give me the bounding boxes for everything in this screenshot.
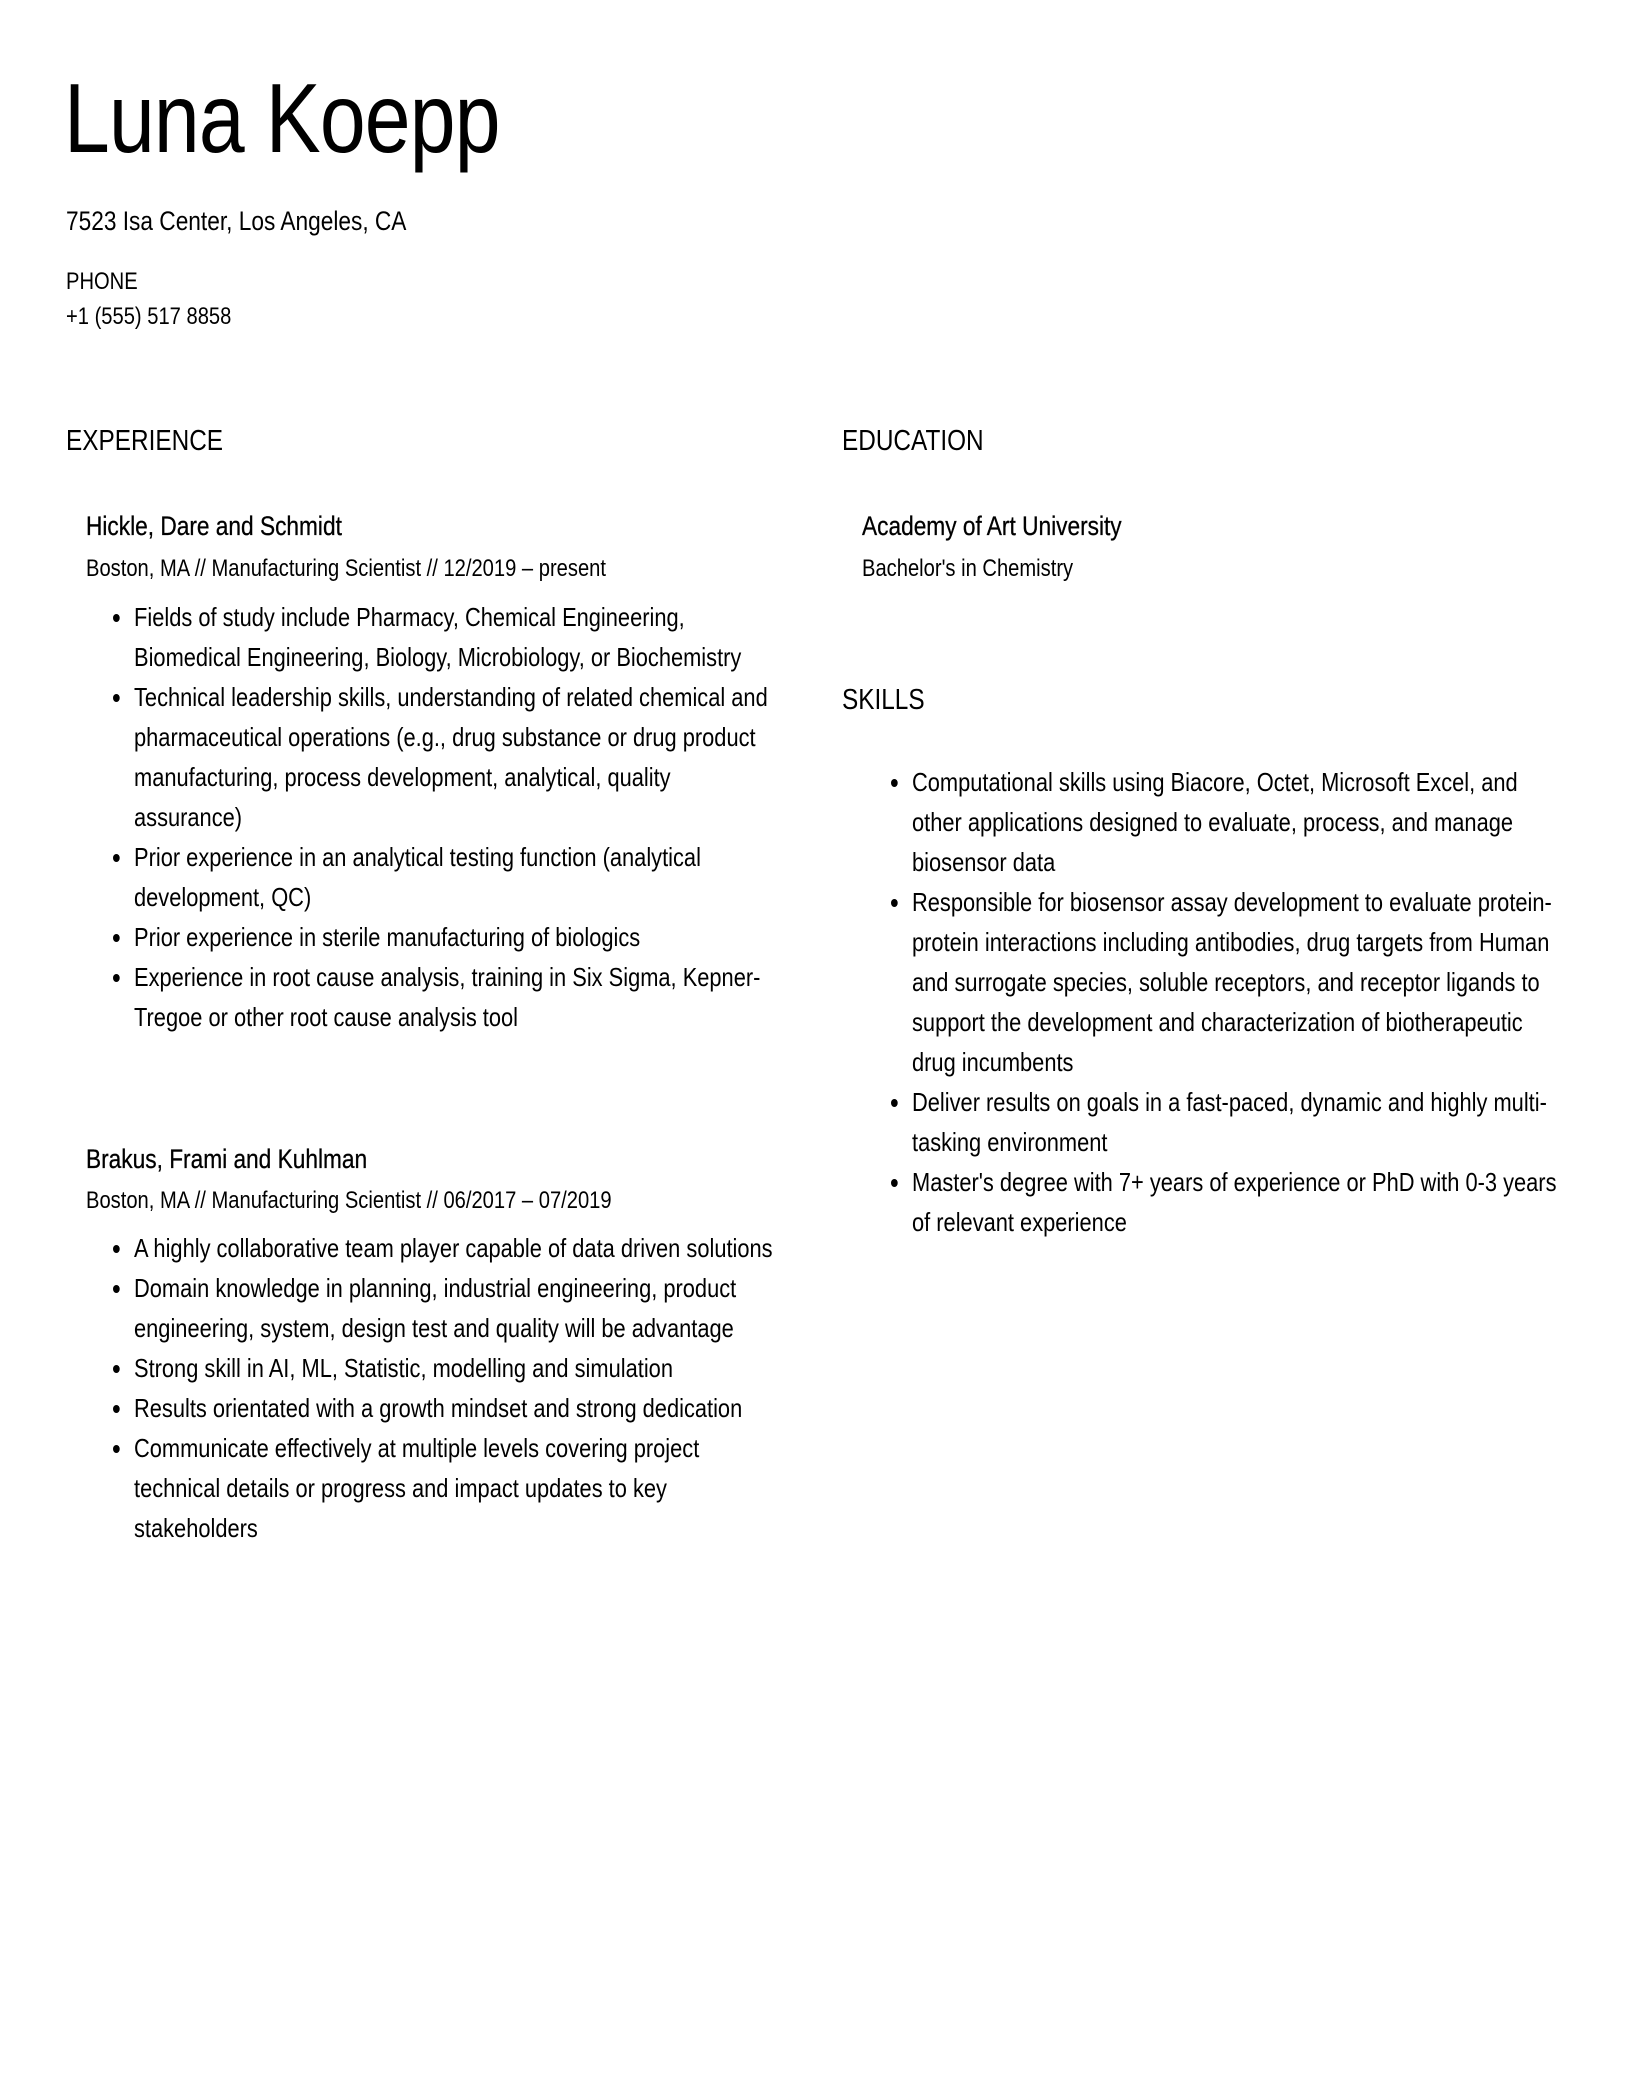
education-heading: EDUCATION bbox=[842, 425, 984, 457]
skills-bullets bbox=[912, 762, 1559, 1242]
bullet-icon bbox=[113, 1405, 120, 1413]
bullet-icon bbox=[113, 614, 120, 622]
list-item bbox=[134, 1348, 777, 1388]
bullet-text: Domain knowledge in planning, industrial engineering, product engineering, system, design test and quality will be advantage bbox=[134, 1273, 737, 1343]
list-item bbox=[912, 1162, 1559, 1242]
bullet-icon bbox=[891, 1099, 898, 1107]
bullet-text: Strong skill in AI, ML, Statistic, modelling and simulation bbox=[134, 1353, 673, 1383]
bullet-icon bbox=[891, 899, 898, 907]
bullet-icon bbox=[113, 1445, 120, 1453]
list-item bbox=[134, 957, 774, 1037]
bullet-text: Prior experience in an analytical testing function (analytical development, QC) bbox=[134, 842, 701, 912]
bullet-icon bbox=[891, 779, 898, 787]
list-item bbox=[134, 1388, 777, 1428]
list-item bbox=[134, 1268, 777, 1348]
bullet-icon bbox=[113, 694, 120, 702]
phone-number: +1 (555) 517 8858 bbox=[66, 303, 232, 330]
bullet-text: Computational skills using Biacore, Octet, Microsoft Excel, and other applications designed to evaluate, process, and manage biosensor data bbox=[912, 767, 1518, 877]
experience-heading: EXPERIENCE bbox=[66, 425, 224, 457]
list-item bbox=[134, 837, 774, 917]
bullet-icon bbox=[113, 974, 120, 982]
bullet-text: A highly collaborative team player capable of data driven solutions bbox=[134, 1233, 773, 1263]
list-item bbox=[134, 597, 774, 677]
bullet-text: Results orientated with a growth mindset and strong dedication bbox=[134, 1393, 743, 1423]
company-name: Brakus, Frami and Kuhlman bbox=[86, 1144, 368, 1174]
list-item bbox=[134, 1228, 777, 1268]
list-item bbox=[912, 762, 1559, 882]
bullet-icon bbox=[113, 934, 120, 942]
job-meta: Boston, MA // Manufacturing Scientist // 12/2019 – present bbox=[86, 555, 606, 582]
bullet-text: Responsible for biosensor assay development to evaluate protein-protein interactions including antibodies, drug targets from Human and surrogate species, soluble receptors, and receptor ligands to support the development and characterization of biotherapeutic drug incumbents bbox=[912, 887, 1552, 1077]
company-name: Hickle, Dare and Schmidt bbox=[86, 511, 342, 541]
degree: Bachelor's in Chemistry bbox=[862, 555, 1074, 582]
list-item bbox=[912, 882, 1559, 1082]
candidate-address: 7523 Isa Center, Los Angeles, CA bbox=[66, 206, 407, 236]
job-bullets bbox=[134, 597, 774, 1037]
list-item bbox=[134, 677, 774, 837]
skills-heading: SKILLS bbox=[842, 684, 925, 716]
bullet-text: Communicate effectively at multiple levels covering project technical details or progress and impact updates to key stakeholders bbox=[134, 1433, 700, 1543]
list-item bbox=[134, 1428, 777, 1548]
candidate-name: Luna Koepp bbox=[64, 63, 500, 173]
bullet-text: Master's degree with 7+ years of experience or PhD with 0-3 years of relevant experience bbox=[912, 1167, 1557, 1237]
job-bullets bbox=[134, 1228, 777, 1548]
list-item bbox=[134, 917, 774, 957]
bullet-icon bbox=[113, 1365, 120, 1373]
phone-label: PHONE bbox=[66, 268, 138, 295]
bullet-text: Prior experience in sterile manufacturing of biologics bbox=[134, 922, 641, 952]
bullet-icon bbox=[113, 1245, 120, 1253]
school-name: Academy of Art University bbox=[862, 511, 1122, 541]
list-item bbox=[912, 1082, 1559, 1162]
bullet-text: Experience in root cause analysis, training in Six Sigma, Kepner-Tregoe or other root cause analysis tool bbox=[134, 962, 761, 1032]
bullet-icon bbox=[891, 1179, 898, 1187]
bullet-text: Technical leadership skills, understanding of related chemical and pharmaceutical operations (e.g., drug substance or drug product manufacturing, process development, analytical, quality assurance) bbox=[134, 682, 768, 832]
bullet-text: Deliver results on goals in a fast-paced, dynamic and highly multi-tasking environment bbox=[912, 1087, 1547, 1157]
bullet-icon bbox=[113, 1285, 120, 1293]
bullet-text: Fields of study include Pharmacy, Chemical Engineering, Biomedical Engineering, Biology, Microbiology, or Biochemistry bbox=[134, 602, 742, 672]
bullet-icon bbox=[113, 854, 120, 862]
job-meta: Boston, MA // Manufacturing Scientist // 06/2017 – 07/2019 bbox=[86, 1187, 612, 1214]
